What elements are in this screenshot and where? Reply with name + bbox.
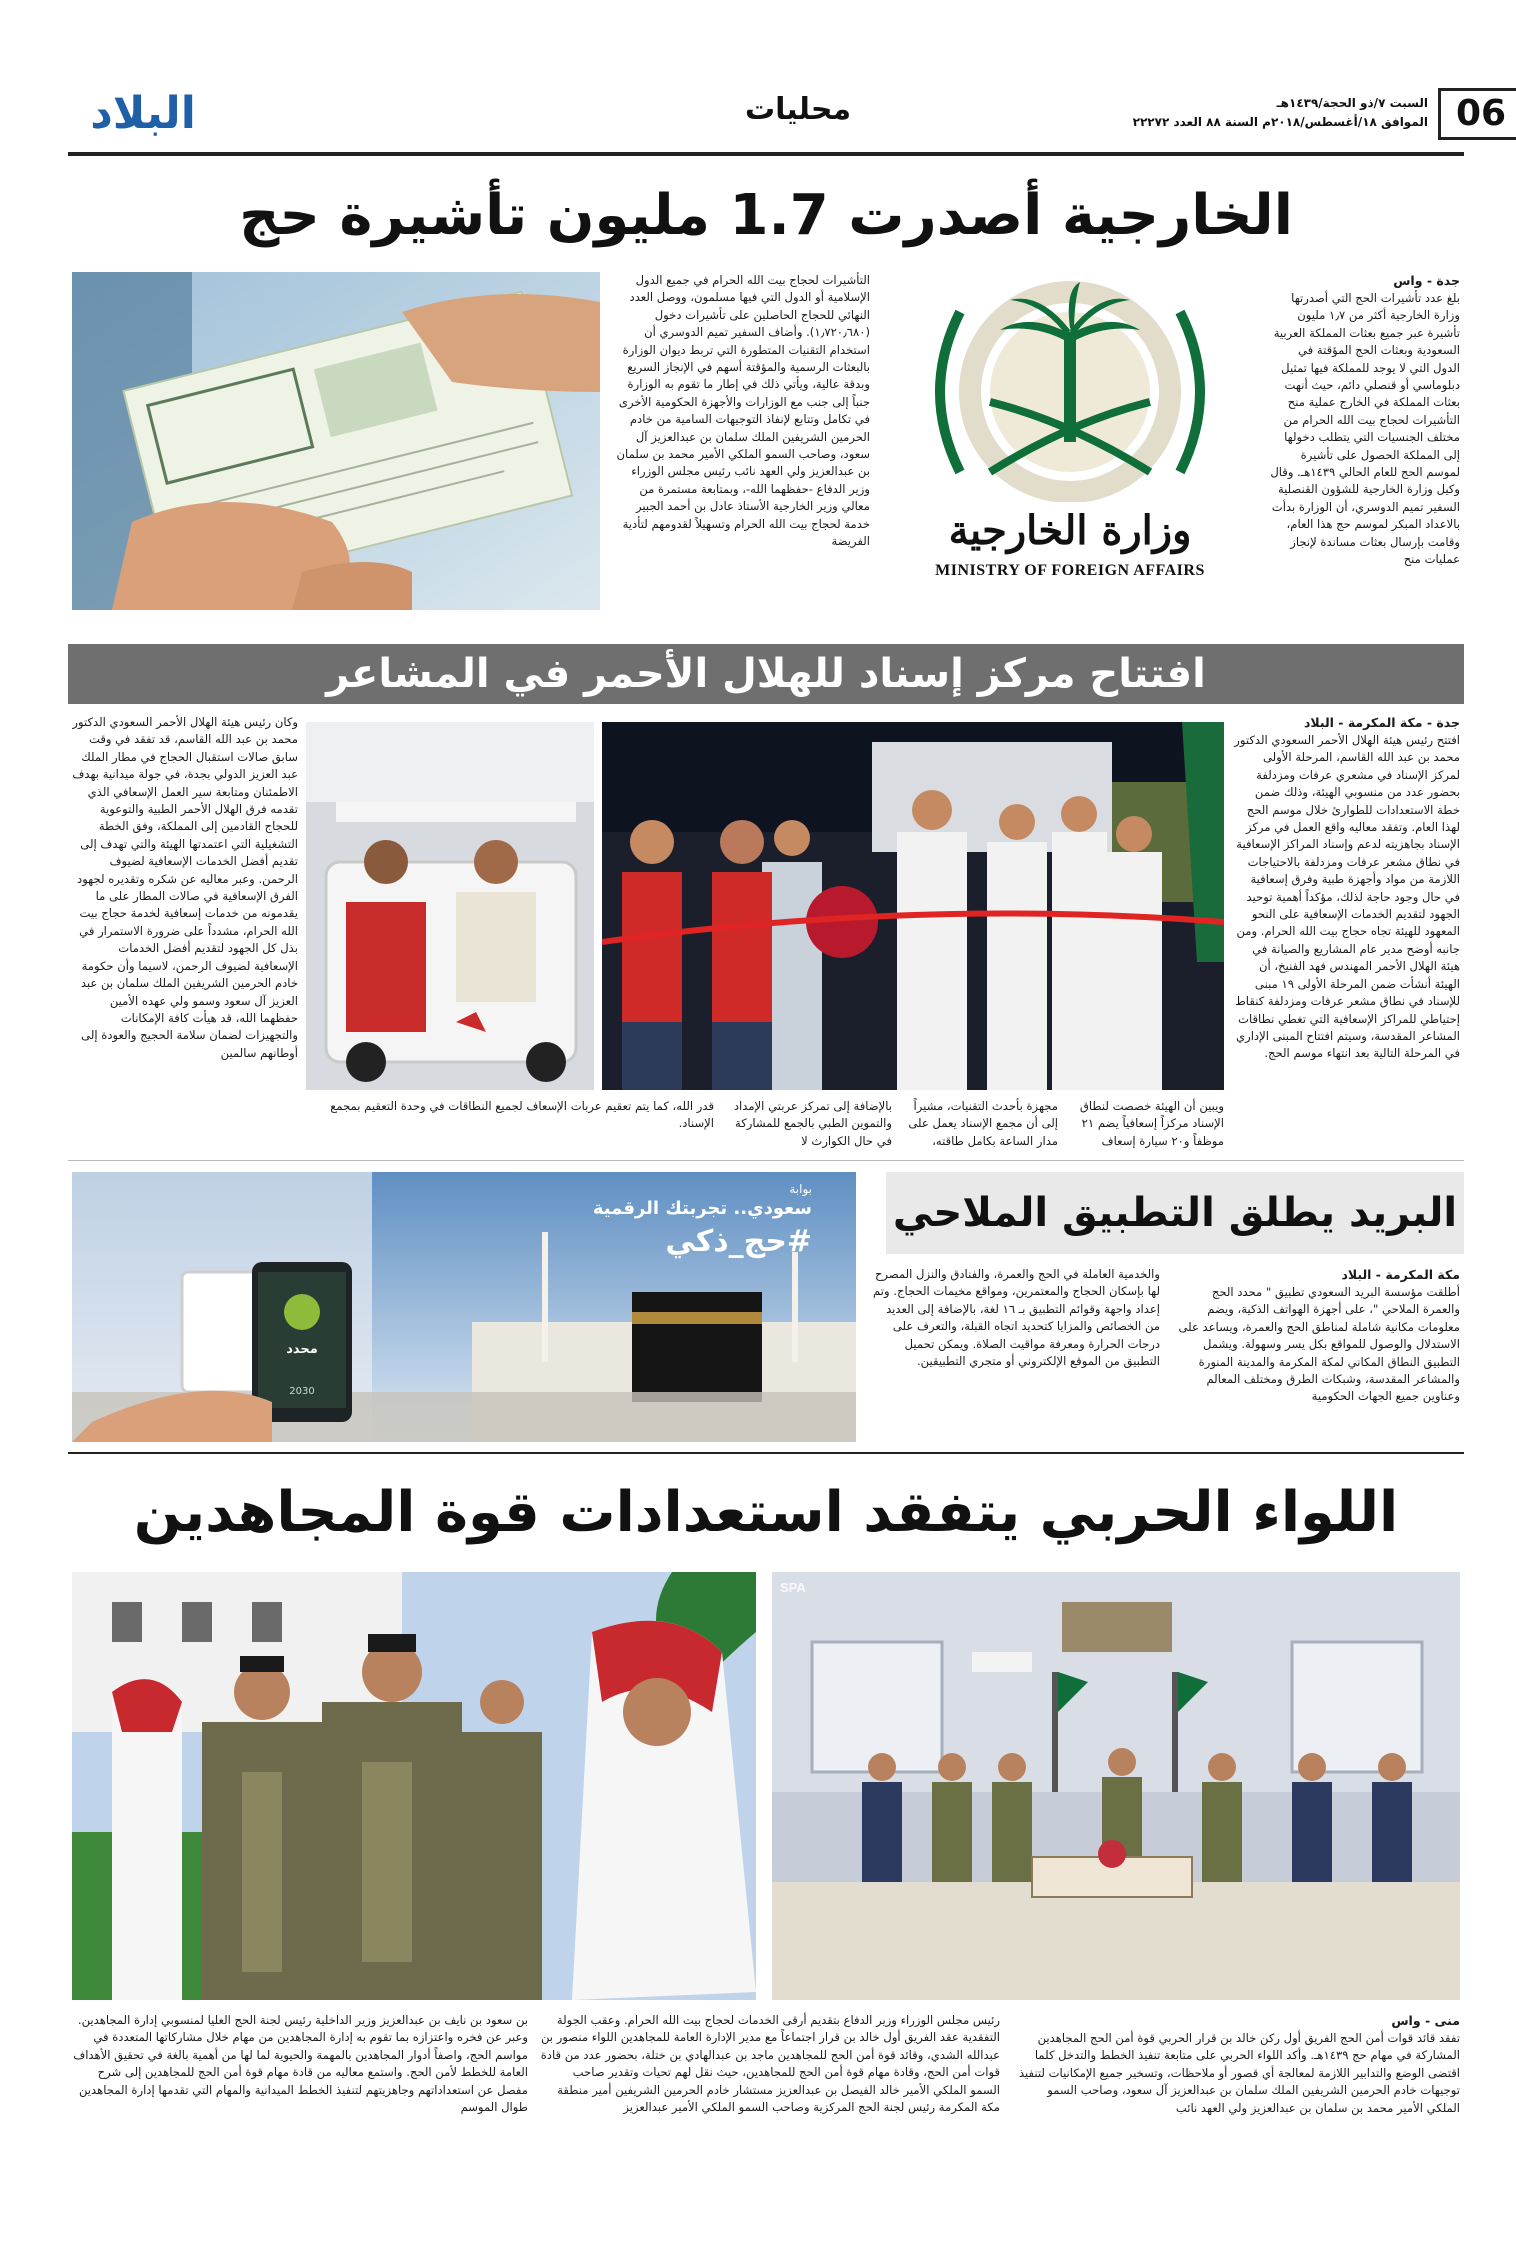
logo bbox=[68, 86, 218, 142]
logo-text: البلاد bbox=[90, 88, 196, 139]
ribbon-cutting-photo bbox=[602, 722, 1224, 1090]
article1-col-right bbox=[1268, 272, 1460, 618]
meeting-room-photo bbox=[772, 1572, 1460, 2000]
article2-bottom-col-3: بالإضافة إلى تمركز عربتي الإمداد والتموين الطبي بالجمع للمشاركة في حال الكوارث لا bbox=[733, 1099, 892, 1148]
article4-col-2 bbox=[540, 2012, 1000, 2162]
article2-divider bbox=[68, 1160, 1464, 1161]
phone-vision-year: 2030 bbox=[289, 1386, 315, 1397]
article2-text-right: افتتح رئيس هيئة الهلال الأحمر السعودي الدكتور محمد بن عبد الله القاسم، المرحلة الأولى لمركز الإسناد في مشعري عرفات ومزدلفة بحضور عدد من منسوبي الهيئة، وذلك ضمن خطة الاستعدادات للطوارئ خلال موسم الحج لهذا العام. وتفقد معاليه واقع العمل في مركز الإسناد بجاهزيته لدعم وإسناد المراكز الإسعافية في نطاق مشعر عرفات ومزدلفة بالاحتياجات اللازمة من مواد وأجهزة طبية وفرق إسعافية في حال وجود حاجة لذلك، مؤكداً أهمية توحيد الجهود لتقديم الخدمات الإسعافية على النحو المعهود للهيئة تجاه حجاج بيت الله الحرام. ومن جانبه أوضح مدير عام المشاريع والصيانة في هيئة الهلال الأحمر المهندس فهد الفنيخ، أن الهيئة أنشأت ضمن المرحلة الأولى ١٩ مبنى للإسناد في نطاق مشعر عرفات ومزدلفة كنقاط إحتياطي للمراكز الإسعافية التي تغطي نطاقات المشاعر المقدسة، وسيتم افتتاح المبنى الإداري في المرحلة التالية بعد انتهاء موسم الحج. bbox=[1234, 733, 1460, 1061]
article1-text-right: بلغ عدد تأشيرات الحج التي أصدرتها وزارة الخارجية أكثر من ١٫٧ مليون تأشيرة عبر جميع بعثات المملكة العربية السعودية وبعثات الحج المؤقتة في الدول التي لا يوجد للمملكة فيها تمثيل دبلوماسي أو قنصلي دائم، حيث أنهت بعثات المملكة في الخارج عملية منح التأشيرات لحجاج بيت الله الحرام من مختلف الجنسيات التي يتطلب دخولها إلى المملكة الحصول على تأشيرة لموسم الحج للعام الحالي ١٤٣٩هـ. وقال وكيل وزارة الخارجية للشؤون القنصلية السفير تميم الدوسري، أن الوزارة بدأت بالاعداد المبكر لموسم حج هذا العام، وقامت بإرسال بعثات مساندة لإنجاز عمليات منح bbox=[1270, 291, 1460, 567]
article3-headline: البريد يطلق التطبيق الملاحي bbox=[892, 1190, 1458, 1236]
article2-col-right bbox=[1232, 714, 1460, 1168]
date-hijri: السبت ٧/ذو الحجة/١٤٣٩هـ bbox=[1276, 96, 1428, 110]
article1-text-left: التأشيرات لحجاج بيت الله الحرام في جميع الدول الإسلامية أو الدول التي فيها مسلمون، ووصل العدد النهائي للحجاج الحاصلين على تأشيرات دخول (١٫٧٢٠٫٦٨٠). وأضاف السفير تميم الدوسري أن استخدام التقنيات المتطورة التي تربط ديوان الوزارة بالبعثات الرسمية والمؤقتة أسهم في الإنجاز السريع وبدقة عالية، ويأتي ذلك في إطار ما تقوم به الوزارة جنباً إلى جنب مع الوزارات والأجهزة الحكومية الأخرى في تكامل وتتابع لإنفاذ التوجيهات السامية من خادم الحرمين الشريفين الملك سلمان بن عبدالعزيز آل سعود، وصاحب السمو الملكي الأمير محمد بن سلمان بن عبدالعزيز ولي العهد نائب رئيس مجلس الوزراء وزير الدفاع -حفظهما الله-، وبمتابعة مستمرة من معالي وزير الخارجية الأستاذ عادل بن أحمد الجبير خدمة لحجاج بيت الله الحرام وتسهيلاً لقدومهم لتأدية الفريضة bbox=[616, 273, 870, 549]
banner-portal-label: بوابة bbox=[789, 1182, 812, 1196]
ministry-name-english: MINISTRY OF FOREIGN AFFAIRS bbox=[935, 562, 1205, 579]
date-gregorian: الموافق ١٨/أغسطس/٢٠١٨م السنة ٨٨ العدد ٢٢٢٧٢ bbox=[1132, 115, 1428, 129]
article3-divider bbox=[68, 1452, 1464, 1454]
banner-saudi-label: سعودي.. تجربتك الرقمية bbox=[592, 1198, 812, 1219]
article4-col-1 bbox=[1016, 2012, 1460, 2162]
article1-col-left bbox=[612, 272, 870, 618]
article2-bottom-col-4: قدر الله، كما يتم تعقيم عربات الإسعاف لجميع النطاقات في وحدة التعقيم بمجمع الإسناد. bbox=[330, 1099, 714, 1131]
article3-headline-band bbox=[886, 1172, 1464, 1254]
ministry-name-arabic: وزارة الخارجية bbox=[948, 507, 1192, 554]
article3-col-left bbox=[870, 1266, 1160, 1446]
officers-handshake-photo bbox=[72, 1572, 756, 2000]
masthead bbox=[68, 86, 1507, 148]
article3-col-right bbox=[1172, 1266, 1460, 1446]
section-title: محليات bbox=[744, 92, 852, 127]
article3-text-right: أطلقت مؤسسة البريد السعودي تطبيق " محدد الحج والعمرة الملاحي "، على أجهزة الهواتف الذكية، ويضم معلومات مكانية شاملة لمناطق الحج والعمرة، ويساعد على الاستدلال والوصول للمواقع بكل يسر وسهولة. ويشمل التطبيق النطاق المكاني لمكة المكرمة والمدينة المنورة والمشاعر المقدسة، وشبكات الطرق ومختلف المعالم وعناوين جميع الجهات الحكومية bbox=[1178, 1285, 1460, 1404]
page-number: 06 bbox=[1455, 93, 1507, 134]
banner-hashtag: #حج_ذكي bbox=[665, 1224, 812, 1259]
article4-headline: اللواء الحربي يتفقد استعدادات قوة المجاهدين bbox=[133, 1480, 1399, 1545]
masthead-rule bbox=[68, 152, 1464, 156]
article2-col-left bbox=[72, 714, 298, 1094]
article1-byline: جدة - واس bbox=[1393, 273, 1460, 288]
article3-byline: مكة المكرمة - البلاد bbox=[1341, 1267, 1460, 1282]
page-number-box bbox=[1438, 88, 1516, 140]
article2-bottom-col-1: ويبين أن الهيئة خصصت لنطاق الإسناد مركزاً إسعافياً يضم ٢١ موظفاً و٢٠ سيارة إسعاف bbox=[1079, 1099, 1224, 1148]
hajj-app-banner bbox=[72, 1172, 856, 1442]
article3-text-left: والخدمية العاملة في الحج والعمرة، والفنادق والنزل المصرح لها بإسكان الحجاج والمعتمرين، ومواقع مخيمات الحجاج. وتم إعداد واجهة وقوائم التطبيق بـ ١٦ لغة، بالإضافة إلى العديد من الخصائص والمزايا كتحديد اتجاه القبلة، والتعرف على درجات الحرارة ومعرفة مواقيت الصلاة. ويمكن تحميل التطبيق من الموقع الإلكتروني أو متجري التطبيقين. bbox=[873, 1267, 1160, 1369]
article4-text-1: تفقد قائد قوات أمن الحج الفريق أول ركن خالد بن قرار الحربي قوة أمن الحج المجاهدين المشاركة في مهام حج ١٤٣٩هـ. وأكد اللواء الحربي على متابعة تنفيذ الخطط والتدخل كلما اقتضى الوضع والتدابير اللازمة لمعالجة أي قصور أو ملاحظات، وتسخير جميع الإمكانيات لتنفيذ توجيهات خادم الحرمين الشريفين الملك سلمان بن عبدالعزيز آل سعود، وصاحب السمو الملكي الأمير محمد بن سلمان بن عبدالعزيز ولي العهد نائب bbox=[1018, 2031, 1460, 2115]
passport-photo bbox=[72, 272, 600, 610]
spa-watermark: SPA bbox=[780, 1580, 806, 1595]
article2-bottom-col-2: مجهزة بأحدث التقنيات، مشيراً إلى أن مجمع الإسناد يعمل على مدار الساعة بكامل طاقته، bbox=[908, 1099, 1058, 1148]
article4-col-3 bbox=[72, 2012, 528, 2162]
article4-text-2: رئيس مجلس الوزراء وزير الدفاع بتقديم أرقى الخدمات لحجاج بيت الله الحرام. وعقب الجولة التفقدية عقد الفريق أول خالد بن قرار اجتماعاً مع مدير الإدارة العامة للمجاهدين اللواء منصور بن عبدالله الشدي، وقائد قوة أمن الحج للمجاهدين ماجد بن عبدالهادي بن ختلة، بحضور عدد من قادة قوات أمن الحج، وقادة مهام قوة أمن الحج للمجاهدين، حيث نقل لهم تحيات وتقدير صاحب السمو الملكي الأمير خالد الفيصل بن عبدالعزيز مستشار خادم الحرمين الشريفين أمير منطقة مكة المكرمة رئيس لجنة الحج المركزية وصاحب السمو الملكي الأمير عبدالعزيز bbox=[540, 2013, 1000, 2115]
date-line bbox=[1128, 94, 1428, 132]
article2-byline: جدة - مكة المكرمة - البلاد bbox=[1303, 715, 1460, 730]
article2-headline-band bbox=[68, 644, 1464, 704]
article4-text-3: بن سعود بن نايف بن عبدالعزيز وزير الداخلية رئيس لجنة الحج العليا لمنسوبي إدارة المجاهدين. وعبر عن فخره واعتزازه بما تقوم به إدارة المجاهدين من مهام خلال مشاركاتها المتعددة في مواسم الحج، واصفاً أدوار المجاهدين بالمهمة والحيوية لما لها من أهمية بالغة في تحقيق الأهداف العامة للخطط لأمن الحج. واستمع معاليه من قادة مهام قوة أمن الحج للمجاهدين إلى شرح مفصل عن استعداداتهم وجاهزيتهم لتنفيذ الخطط الميدانية والمهام التي تقدمها إدارة المجاهدين طوال الموسم bbox=[73, 2013, 528, 2115]
article2-headline: افتتاح مركز إسناد للهلال الأحمر في المشاعر bbox=[326, 651, 1206, 697]
article4-byline: منى - واس bbox=[1391, 2013, 1460, 2028]
ministry-logo bbox=[880, 272, 1260, 608]
article2-text-left: وكان رئيس هيئة الهلال الأحمر السعودي الدكتور محمد بن عبد الله القاسم، قد تفقد في وقت سابق صالات استقبال الحجاج في مطار الملك عبد العزيز الدولي بجدة، في جولة ميدانية بهدف الاطمئنان ومتابعة سير العمل الإسعافي الذي تقدمه فرق الهلال الأحمر الطبية والتوعوية للحجاج القادمين إلى المملكة، وفق الخطة التشغيلية التي اعتمدتها الهيئة والتي تهدف إلى تقديم أفضل الخدمات الإسعافية لضيوف الرحمن. وعبر معاليه عن شكره وتقديره لجهود الفرق الإسعافية في صالات المطار على ما يقدمونه من خدمات إسعافية لخدمة حجاج بيت الله الحرام، مشدداً على ضرورة الاستمرار في بذل كل الجهود لتقديم أفضل الخدمات الإسعافية لضيوف الرحمن، لاسيما وأن حكومة خادم الحرمين الشريفين الملك سلمان بن عبد العزيز آل سعود وسمو ولي عهده الأمين حفظهما الله، قد هيأت كافة الإمكانات والتجهيزات لضمان سلامة الحجيج والعودة إلى أوطانهم سالمين bbox=[72, 715, 298, 1060]
phone-app-name: محدد bbox=[286, 1342, 318, 1357]
ambulance-cart-photo bbox=[306, 722, 594, 1090]
article1-headline: الخارجية أصدرت 1.7 مليون تأشيرة حج bbox=[239, 183, 1293, 248]
palm-swords-emblem bbox=[880, 272, 1260, 502]
